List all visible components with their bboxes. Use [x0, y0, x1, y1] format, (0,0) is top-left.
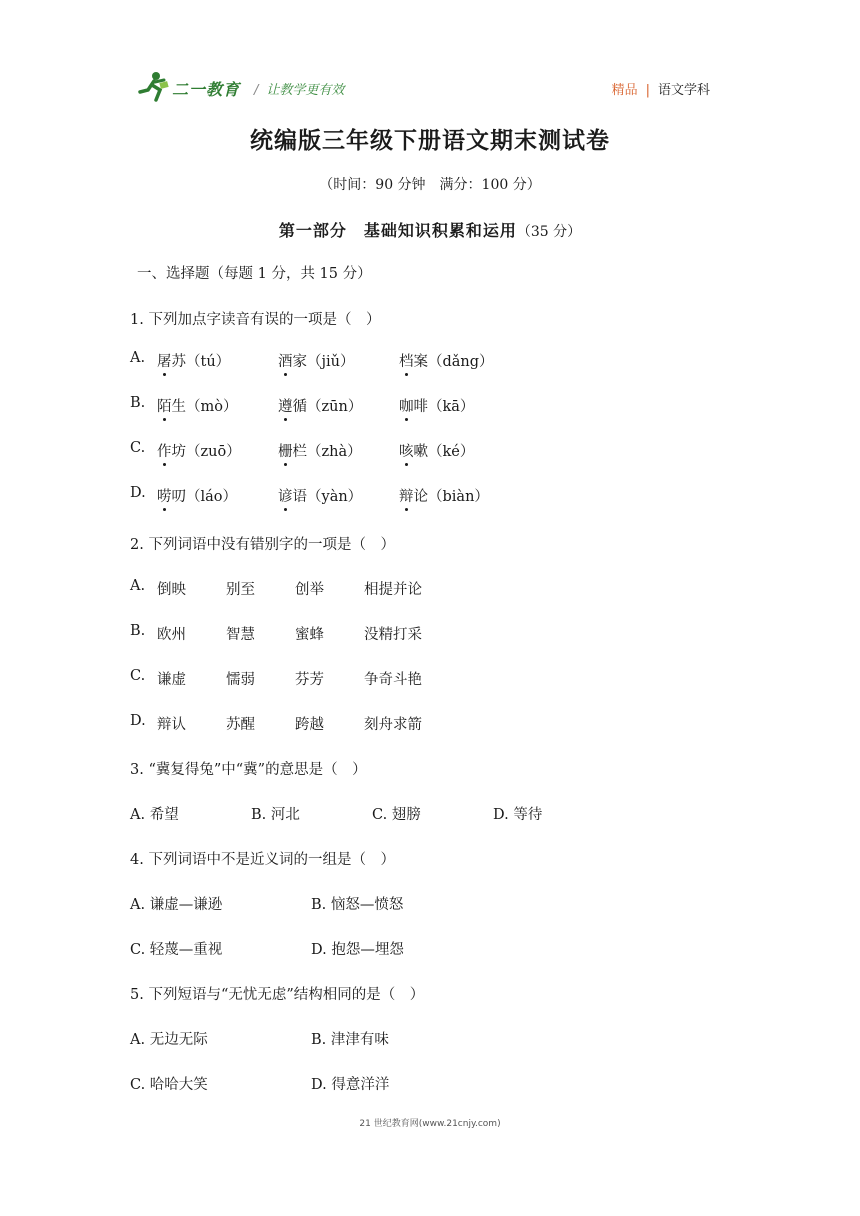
- option-word: 争奇斗艳: [364, 672, 422, 688]
- dotted-char: 遵: [278, 395, 293, 416]
- option-word: 苏醒: [226, 717, 255, 733]
- option-item-rest: 生（mò）: [171, 399, 238, 415]
- option-word: 辩认: [157, 717, 186, 733]
- question-1-stem: 1. 下列加点字读音有误的一项是（ ）: [130, 312, 381, 328]
- section-heading: 一、选择题（每题 1 分，共 15 分）: [137, 266, 372, 282]
- option-item: [278, 440, 362, 461]
- option-letter: C.: [130, 668, 146, 684]
- option-item-rest: 循（zūn）: [292, 399, 363, 415]
- dotted-char: 屠: [157, 350, 172, 371]
- q4-options-row-2: [130, 938, 730, 962]
- q1-option-d: [130, 485, 730, 509]
- slogan-text: 让教学更有效: [266, 83, 345, 98]
- q5-options-row-2: [130, 1073, 730, 1097]
- exam-subtitle: （时间：90 分钟 满分：100 分）: [319, 177, 541, 193]
- option-letter: D.: [130, 485, 146, 501]
- option: D. 得意洋洋: [311, 1077, 390, 1093]
- option-word: 刻舟求箭: [364, 717, 422, 733]
- option-item-rest: 论（biàn）: [413, 489, 489, 505]
- option-word: 蜜蜂: [295, 627, 324, 643]
- option-word: 智慧: [226, 627, 255, 643]
- option-item-rest: 语（yàn）: [292, 489, 363, 505]
- option-letter: C.: [130, 440, 146, 456]
- option-item-rest: 栏（zhà）: [292, 444, 362, 460]
- q3-options: [130, 803, 730, 827]
- exam-title: 统编版三年级下册语文期末测试卷: [250, 128, 610, 154]
- dotted-char: 档: [399, 350, 414, 371]
- question-2-stem: 2. 下列词语中没有错别字的一项是（ ）: [130, 537, 395, 553]
- q1-option-b: [130, 395, 730, 419]
- dotted-char: 辩: [399, 485, 414, 506]
- q1-option-a: [130, 350, 730, 374]
- dotted-char: 作: [157, 440, 172, 461]
- option-word: 谦虚: [157, 672, 186, 688]
- option-item-rest: 苏（tú）: [171, 354, 231, 370]
- part-score: （35 分）: [516, 224, 582, 240]
- q1-option-c: [130, 440, 730, 464]
- part-label: 第一部分 基础知识积累和运用: [278, 221, 517, 240]
- page-footer: 21 世纪教育网(www.21cnjy.com): [359, 1119, 501, 1129]
- option-word: 创举: [295, 582, 324, 598]
- slogan: / 让教学更有效: [254, 83, 345, 98]
- logo: [136, 70, 246, 104]
- option-item: [278, 395, 362, 416]
- option: B. 恼怒—愤怒: [311, 897, 404, 913]
- option-word: 倒映: [157, 582, 186, 598]
- option-word: 芬芳: [295, 672, 324, 688]
- option: C. 轻蔑—重视: [130, 942, 223, 958]
- option-item-rest: 案（dǎng）: [413, 354, 494, 370]
- premium-label: 精品: [611, 83, 638, 98]
- dotted-char: 唠: [157, 485, 172, 506]
- option-letter: B.: [130, 623, 146, 639]
- part-heading: [0, 218, 860, 241]
- subject-badge: [612, 79, 710, 98]
- question-4-stem: 4. 下列词语中不是近义词的一组是（ ）: [130, 852, 395, 868]
- runner-logo-icon: [136, 70, 170, 104]
- option: A. 希望: [130, 807, 179, 823]
- option-letter: B.: [130, 395, 146, 411]
- option-item-rest: 坊（zuō）: [171, 444, 241, 460]
- q2-option-c: [130, 668, 730, 692]
- subject-label: 语文学科: [657, 83, 710, 98]
- option: C. 翅膀: [372, 807, 421, 823]
- q2-option-d: [130, 713, 730, 737]
- option-word: 懦弱: [226, 672, 255, 688]
- question-5-stem: 5. 下列短语与“无忧无虑”结构相同的是（ ）: [130, 987, 425, 1003]
- dotted-char: 酒: [278, 350, 293, 371]
- option: B. 津津有味: [311, 1032, 389, 1048]
- option-item: [278, 485, 362, 506]
- option-item: [157, 350, 230, 371]
- option-letter: A.: [130, 578, 146, 594]
- option-item: [157, 395, 237, 416]
- option-item: [157, 440, 241, 461]
- option-item-rest: 叨（láo）: [171, 489, 238, 505]
- question-3-stem: 3. “冀复得兔”中“冀”的意思是（ ）: [130, 762, 367, 778]
- q2-option-a: [130, 578, 730, 602]
- option-letter: A.: [130, 350, 146, 366]
- option: D. 抱怨—埋怨: [311, 942, 404, 958]
- option-item: [399, 395, 474, 416]
- page-header: [136, 70, 714, 106]
- option-item: [399, 350, 494, 371]
- dotted-char: 谚: [278, 485, 293, 506]
- option-word: 跨越: [295, 717, 324, 733]
- option: A. 无边无际: [130, 1032, 208, 1048]
- dotted-char: 陌: [157, 395, 172, 416]
- q5-options-row-1: [130, 1028, 730, 1052]
- option-word: 别至: [226, 582, 255, 598]
- option-word: 相提并论: [364, 582, 422, 598]
- option: A. 谦虚—谦逊: [130, 897, 223, 913]
- option-item: [399, 440, 474, 461]
- badge-separator: |: [645, 83, 650, 98]
- dotted-char: 咖: [399, 395, 414, 416]
- option-item: [157, 485, 237, 506]
- option-word: 没精打采: [364, 627, 422, 643]
- option: B. 河北: [251, 807, 300, 823]
- option-item: [399, 485, 489, 506]
- option-word: 欧州: [157, 627, 186, 643]
- logo-text: 二一教育: [172, 80, 241, 99]
- option: C. 哈哈大笑: [130, 1077, 208, 1093]
- option-item: [278, 350, 354, 371]
- option-item-rest: 嗽（ké）: [413, 444, 475, 460]
- option: D. 等待: [493, 807, 543, 823]
- dotted-char: 栅: [278, 440, 293, 461]
- q4-options-row-1: [130, 893, 730, 917]
- option-item-rest: 家（jiǔ）: [292, 354, 355, 370]
- q2-option-b: [130, 623, 730, 647]
- option-item-rest: 啡（kā）: [413, 399, 475, 415]
- dotted-char: 咳: [399, 440, 414, 461]
- option-letter: D.: [130, 713, 146, 729]
